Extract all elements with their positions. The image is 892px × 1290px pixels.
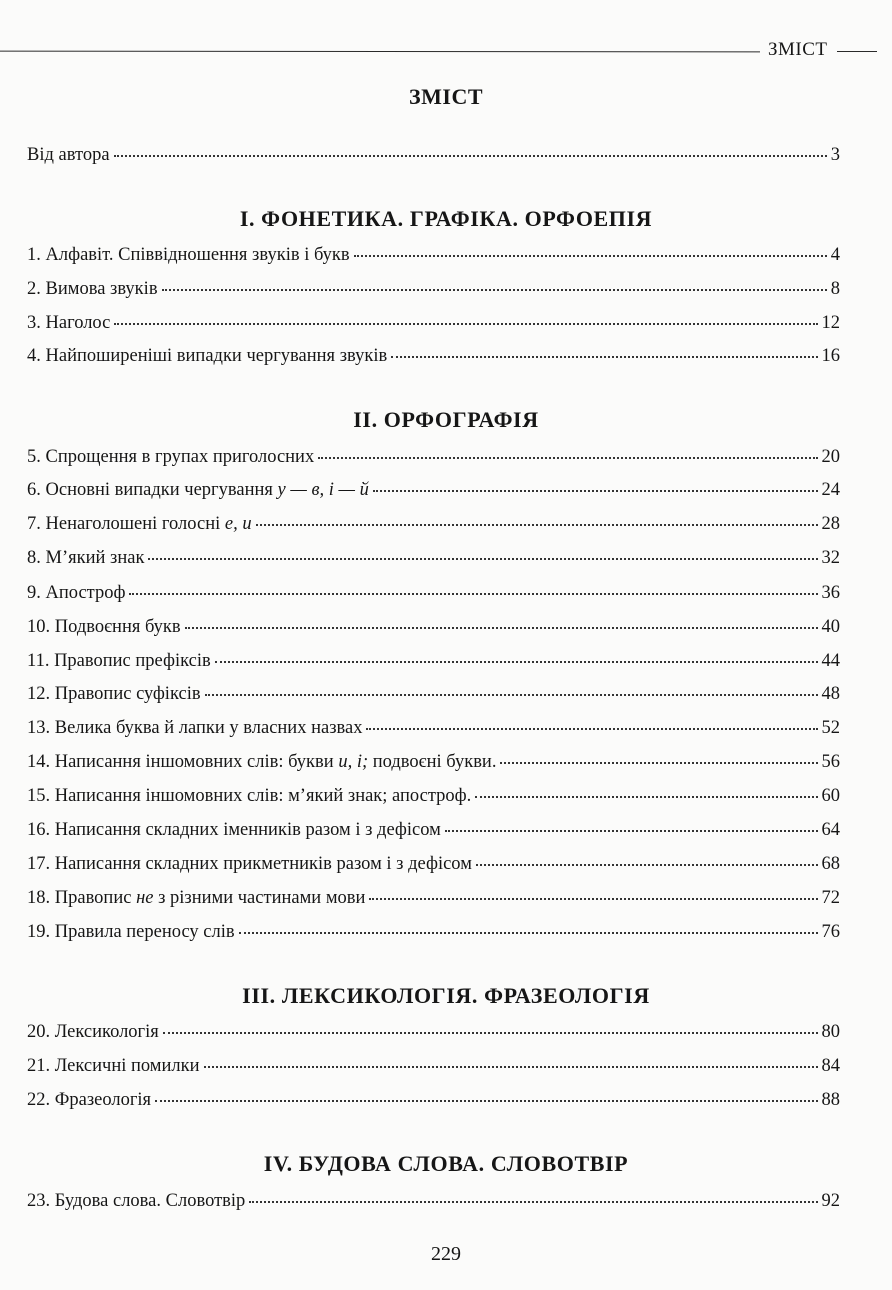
toc-page-number: 68 (821, 854, 840, 874)
toc-entry[interactable] (27, 718, 840, 744)
toc-entry-intro[interactable] (27, 145, 840, 171)
toc-entry[interactable] (27, 752, 840, 778)
toc-entry-label: 16. Написання складних іменників разом і з дефісом (27, 820, 441, 840)
section-heading-lexicology: ІІІ. ЛЕКСИКОЛОГІЯ. ФРАЗЕОЛОГІЯ (242, 983, 650, 1008)
toc-page-number: 28 (821, 514, 840, 534)
label-text: 7. Ненаголошені голосні (27, 514, 225, 534)
toc-entry-label: 21. Лексичні помилки (27, 1056, 200, 1076)
toc-entry[interactable] (27, 820, 840, 846)
toc-page-number: 84 (821, 1056, 840, 1076)
toc-page-number: 64 (821, 820, 840, 840)
dot-leader (215, 661, 818, 663)
toc-entry-label: 13. Велика буква й лапки у власних назвах (27, 718, 363, 738)
toc-page-number: 20 (821, 447, 840, 467)
dot-leader (185, 627, 818, 629)
dot-leader (391, 356, 817, 358)
label-text: 14. Написання іншомовних слів: букви (27, 752, 339, 772)
label-text: з різними частинами мови (153, 888, 366, 908)
dot-leader (354, 255, 827, 257)
dot-leader (366, 728, 817, 730)
toc-entry[interactable] (27, 514, 840, 540)
toc-entry-label: 2. Вимова звуків (27, 279, 158, 299)
toc-entry-label: 23. Будова слова. Словотвір (27, 1191, 246, 1211)
dot-leader (476, 864, 818, 866)
section-heading-orthography: ІІ. ОРФОГРАФІЯ (353, 407, 539, 432)
toc-entry[interactable] (27, 617, 840, 643)
toc-entry-label: 11. Правопис префіксів (27, 651, 211, 671)
dot-leader (249, 1201, 817, 1203)
dot-leader (114, 323, 817, 325)
section-heading-word-formation: IV. БУДОВА СЛОВА. СЛОВОТВІР (263, 1151, 629, 1176)
label-text: 18. Правопис (27, 888, 137, 908)
dot-leader (475, 796, 817, 798)
label-italic: е, и (224, 514, 252, 534)
dot-leader (205, 694, 818, 696)
toc-page-number: 8 (830, 279, 840, 299)
toc-entry[interactable] (27, 279, 840, 305)
dot-leader (373, 490, 818, 492)
label-italic: и, і; (338, 752, 369, 772)
dot-leader (445, 830, 818, 832)
toc-entry-label: 9. Апостроф (27, 583, 126, 603)
dot-leader (318, 457, 817, 459)
toc-entry[interactable] (27, 313, 840, 339)
toc-entry-label: 10. Подвоєння букв (27, 617, 181, 637)
running-title: ЗМІСТ (768, 39, 828, 60)
toc-entry-label: Від автора (27, 145, 110, 165)
toc-entry-label (27, 752, 496, 773)
toc-entry[interactable] (27, 1022, 840, 1048)
toc-page-number: 56 (821, 752, 840, 772)
dot-leader (256, 524, 818, 526)
toc-entry-label: 12. Правопис суфіксів (27, 684, 201, 704)
toc-entry-label: 20. Лексикологія (27, 1022, 159, 1042)
toc-page-number: 48 (821, 684, 840, 704)
toc-page-number: 92 (821, 1191, 840, 1211)
toc-entry[interactable] (27, 922, 840, 948)
toc-entry-label: 19. Правила переносу слів (27, 922, 235, 942)
label-text: 6. Основні випадки чергування (27, 480, 278, 500)
toc-entry[interactable] (27, 480, 840, 506)
toc-page-number: 3 (830, 145, 840, 165)
toc-entry-label: 5. Спрощення в групах приголосних (27, 447, 315, 467)
toc-entry-label: 8. М’який знак (27, 548, 145, 568)
toc-page-number: 72 (821, 888, 840, 908)
toc-entry-label (27, 514, 252, 535)
dot-leader (239, 932, 818, 934)
toc-entry[interactable] (27, 583, 840, 609)
toc-entry[interactable] (27, 1191, 840, 1217)
toc-page-number: 36 (821, 583, 840, 603)
toc-page-number: 24 (821, 480, 840, 500)
label-italic: не (136, 888, 154, 908)
dot-leader (129, 593, 817, 595)
header-rule (0, 51, 760, 53)
dot-leader (148, 558, 817, 560)
toc-page-number: 52 (821, 718, 840, 738)
toc-page-number: 60 (821, 786, 840, 806)
toc-entry[interactable] (27, 786, 840, 812)
dot-leader (155, 1100, 817, 1102)
toc-page-number: 12 (821, 313, 840, 333)
toc-page-number: 16 (821, 346, 840, 366)
toc-entry[interactable] (27, 548, 840, 574)
toc-entry-label: 4. Найпоширеніші випадки чергування звуків (27, 346, 388, 366)
header-dash (837, 51, 877, 52)
toc-page-number: 44 (821, 651, 840, 671)
dot-leader (369, 898, 817, 900)
dot-leader (163, 1032, 818, 1034)
toc-page-number: 4 (830, 245, 840, 265)
dot-leader (204, 1066, 818, 1068)
dot-leader (162, 289, 827, 291)
dot-leader (114, 155, 827, 157)
page-title: ЗМІСТ (409, 84, 483, 109)
toc-entry[interactable] (27, 245, 840, 271)
toc-entry[interactable] (27, 1090, 840, 1116)
toc-entry[interactable] (27, 854, 840, 880)
label-italic: у — в, і — й (277, 480, 369, 500)
toc-entry-label: 22. Фразеологія (27, 1090, 152, 1110)
toc-entry[interactable] (27, 1056, 840, 1082)
toc-page-number: 88 (821, 1090, 840, 1110)
running-header (0, 38, 892, 66)
toc-page-number: 80 (821, 1022, 840, 1042)
section-heading-phonetics: І. ФОНЕТИКА. ГРАФІКА. ОРФОЕПІЯ (239, 206, 653, 231)
toc-entry-label: 1. Алфавіт. Співвідношення звуків і букв (27, 245, 350, 265)
toc-page-number: 76 (821, 922, 840, 942)
toc-page-number: 40 (821, 617, 840, 637)
toc-entry-label: 3. Наголос (27, 313, 111, 333)
toc-entry[interactable] (27, 888, 840, 914)
page-number: 229 (431, 1243, 461, 1265)
toc-entry-label (27, 888, 365, 909)
dot-leader (500, 762, 817, 764)
toc-entry[interactable] (27, 684, 840, 710)
toc-entry-label (27, 480, 369, 501)
toc-entry[interactable] (27, 651, 840, 677)
toc-entry[interactable] (27, 346, 840, 372)
toc-entry-label: 15. Написання іншомовних слів: м’який знак; апостроф. (27, 786, 472, 806)
label-text: подвоєні букви. (368, 752, 497, 772)
toc-page-number: 32 (821, 548, 840, 568)
toc-entry-label: 17. Написання складних прикметників разом і з дефісом (27, 854, 472, 874)
toc-entry[interactable] (27, 447, 840, 473)
